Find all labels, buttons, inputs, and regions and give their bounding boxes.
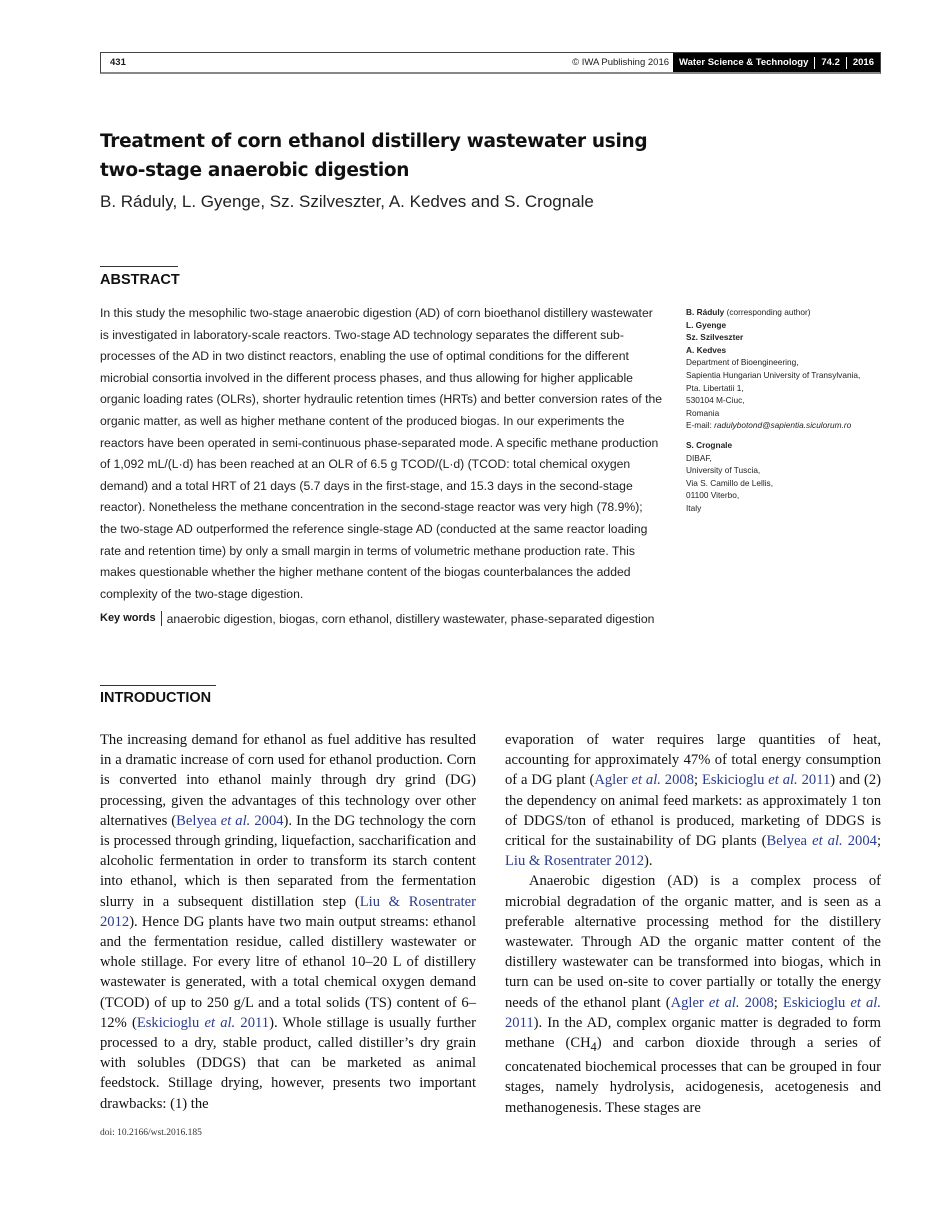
abstract-heading: ABSTRACT xyxy=(100,272,180,288)
citation-link[interactable]: Eskicioglu et al. 2011 xyxy=(136,1014,270,1031)
abstract-body: In this study the mesophilic two-stage anaerobic digestion (AD) of corn bioethanol distillery wastewater is investigated in laboratory-scale reactors. Two-stage AD technology separates the different sub-processes of the AD in two distinct reactors, enabling the use of optimal conditions for the different microbial consortia involved in the different process phases, and thus allowing for higher applicable organic loading rates (OLRs), shorter hydraulic retention times (HRTs) and better conversion rates of the organic matter, as well as higher methane content of the produced biogas. In our experiments the reactors have been operated in semi-continuous phase-separated mode. A specific methane production of 1,092 mL/(L·d) has been reached at an OLR of 6.5 g TCOD/(L·d) (TCOD: total chemical oxygen demand) and a total HRT of 21 days (5.7 days in the first-stage, and 15.3 days in the second-stage reactor). Nonetheless the methane concentration in the second-stage reactor was very high (78.9%); the two-stage AD outperformed the reference single-stage AD (conducted at the same reactor loading rate and retention time) by only a small margin in terms of volumetric methane production rate. This makes questionable whether the higher methane content of the biogas counterbalances the added complexity of the two-stage digestion. xyxy=(100,306,663,601)
department: DIBAF, xyxy=(686,452,712,463)
section-rule xyxy=(100,685,216,686)
paragraph: evaporation of water requires large quantities of heat, accounting for approximately 47% of total energy consumption of a DG plant (Agler et al. 2008; Eskicioglu et al. 2011) and (2) the dependency on animal feed markets: as approximately 1 ton of DDGS/ton of ethanol is produced, marketing of DDGS is critical for the sustainability of DG plants (Belyea et al. 2004; Liu & Rosentrater 2012). xyxy=(505,732,882,870)
email-link[interactable]: radulybotond@sapientia.siculorum.ro xyxy=(714,420,852,431)
keywords-list: anaerobic digestion, biogas, corn ethanol, distillery wastewater, phase-separated digestion xyxy=(166,612,655,626)
author-name: S. Crognale xyxy=(686,439,733,450)
author-list: B. Ráduly, L. Gyenge, Sz. Szilveszter, A. Kedves and S. Crognale xyxy=(100,192,594,211)
author-name: A. Kedves xyxy=(686,344,727,355)
copyright-notice: © IWA Publishing 2016 xyxy=(572,57,670,68)
journal-info-bar xyxy=(673,53,880,72)
citation-link[interactable]: Agler et al. 2008 xyxy=(594,772,694,789)
divider xyxy=(846,57,847,69)
citation-link[interactable]: Liu & Rosentrater 2012 xyxy=(505,853,645,870)
section-rule xyxy=(100,266,178,267)
introduction-heading: INTRODUCTION xyxy=(100,690,212,706)
journal-volume: 74.2 xyxy=(821,57,840,68)
university: University of Tuscia, xyxy=(686,465,761,476)
paragraph: Anaerobic digestion (AD) is a complex process of microbial degradation of the organic matter, and is seen as a preferable alternative processing method for the distillery wastewater. Through AD the organic matter content of the distillery wastewater can be transformed into biogas, which in turn can be used on-site to cover partially or totally the energy needs of the ethanol plant (Agler et al. 2008; Eskicioglu et al. 2011). In the AD, complex organic matter is degraded to form methane $(CH_4)$ and carbon dioxide through a series of concatenated biochemical processes that can be grouped in four stages, namely hydrolysis, acidogenesis, acetogenesis and methanogenesis. These stages are xyxy=(505,873,882,1116)
citation-link[interactable]: Liu & Rosentrater 2012 xyxy=(100,893,476,930)
doi-footer: doi: 10.2166/wst.2016.185 xyxy=(100,1128,202,1138)
page-number: 431 xyxy=(110,57,126,68)
citation-link[interactable]: Belyea et al. 2004 xyxy=(176,812,284,829)
body-column-right xyxy=(505,730,881,1118)
corresponding-note: (corresponding author) xyxy=(726,307,811,317)
street-address: Via S. Camillo de Lellis, xyxy=(686,477,774,488)
citation-link[interactable]: Eskicioglu et al. 2011 xyxy=(701,772,831,789)
journal-year: 2016 xyxy=(852,57,874,68)
street-address: Pta. Libertatii 1, xyxy=(686,382,744,393)
keywords-block xyxy=(100,609,660,629)
university: Sapientia Hungarian University of Transylvania, xyxy=(686,369,861,380)
country: Italy xyxy=(686,502,702,513)
running-header xyxy=(100,52,881,74)
country: Romania xyxy=(686,407,720,418)
email-label: E-mail: xyxy=(686,420,712,431)
author-name: L. Gyenge xyxy=(686,319,727,330)
author-name: B. Ráduly xyxy=(686,307,725,317)
paragraph: The increasing demand for ethanol as fuel additive has resulted in a dramatic increase of corn used for ethanol production. Corn is converted into ethanol mainly through dry grind (DG) processing, given the advantages of this technology over other alternatives (Belyea et al. 2004). In the DG technology the corn is processed through grinding, liquefaction, saccharification and alcoholic fermentation in order to transform its starch content into ethanol, which is then separated from the fermentation slurry in a subsequent distillation step (Liu & Rosentrater 2012). Hence DG plants have two main output streams: ethanol and the fermentation residue, called distillery wastewater or whole stillage. For every litre of ethanol 10–20 L of distillery wastewater is generated, with a total chemical oxygen demand (TCOD) of up to 250 g/L and a total solids (TS) content of 6–12% (Eskicioglu et al. 2011). Whole stillage is usually further processed to a dry, stable product, called distiller’s dry grain with solubles (DDGS) that can be marketed as animal feedstock. Stillage drying, however, presents two important drawbacks: (1) the xyxy=(100,732,477,1112)
department: Department of Bioengineering, xyxy=(686,357,799,368)
affiliations-sidebar xyxy=(686,306,886,515)
author-name: Sz. Szilveszter xyxy=(686,332,744,343)
article-title: Treatment of corn ethanol distillery wastewater using two-stage anaerobic digestion xyxy=(100,131,648,181)
divider xyxy=(814,57,815,69)
body-column-left xyxy=(100,730,476,1114)
city: 01100 Viterbo, xyxy=(686,490,740,501)
citation-link[interactable]: Eskicioglu et al. 2011 xyxy=(505,994,882,1031)
subscript: 4 xyxy=(590,1039,597,1054)
citation-link[interactable]: Belyea et al. 2004 xyxy=(766,833,877,850)
keywords-label: Key words xyxy=(100,611,162,626)
citation-link[interactable]: Agler et al. 2008 xyxy=(670,994,774,1011)
city: 530104 M-Ciuc, xyxy=(686,395,745,406)
journal-name: Water Science & Technology xyxy=(679,57,809,68)
